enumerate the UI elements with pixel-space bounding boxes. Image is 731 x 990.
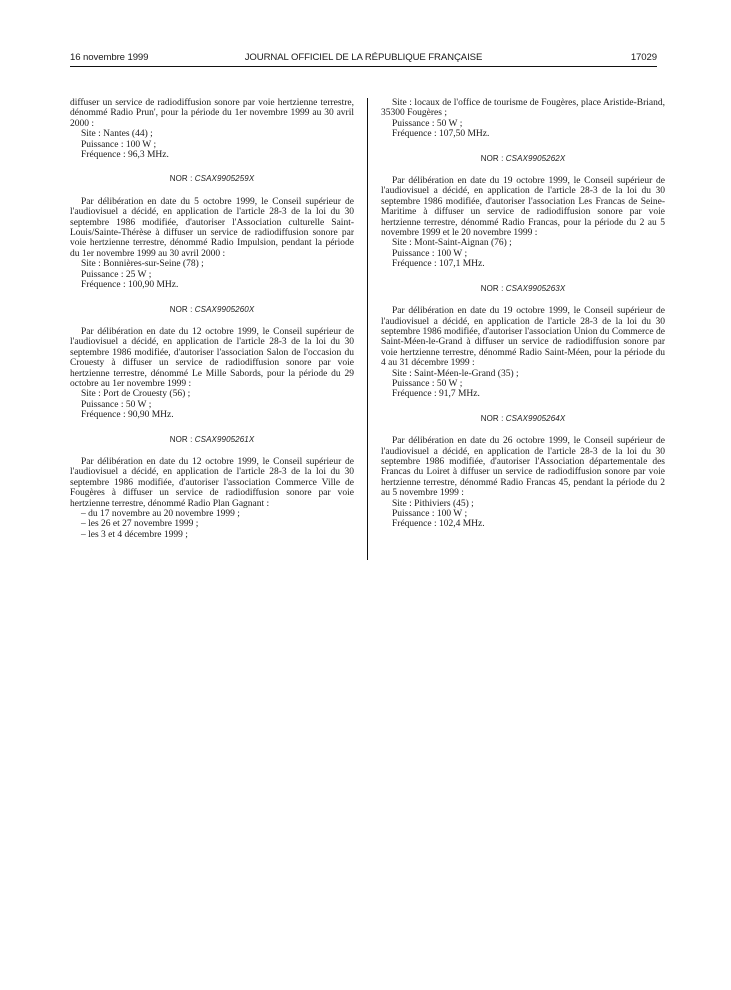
power-line: Puissance : 50 W ; bbox=[81, 399, 152, 410]
power-line: Puissance : 50 W ; bbox=[392, 118, 463, 129]
nor-reference bbox=[70, 174, 354, 184]
nor-code: CSAX9905262X bbox=[505, 153, 566, 163]
period-item: – les 26 et 27 novembre 1999 ; bbox=[81, 519, 199, 530]
frequency-line: Fréquence : 102,4 MHz. bbox=[392, 519, 485, 530]
site-line: Site : Saint-Méen-le-Grand (35) ; bbox=[392, 368, 519, 379]
nor-reference bbox=[70, 435, 354, 445]
column-divider bbox=[367, 98, 368, 560]
nor-code: CSAX9905263X bbox=[505, 283, 566, 293]
decision-paragraph: Par délibération en date du 26 octobre 1999, le Conseil supérieur de l'audiovisuel a décidé, en application de l'article 28-3 de la loi du 30 septembre 1986 modifiée, d'autoriser l'Association départementale des Francas du Loiret à diffuser un service de radiodiffusion sonore par voie hertzienne terrestre, dénommé Radio Francas 45, pendant la période du 2 au 5 novembre 1999 : bbox=[381, 436, 665, 499]
decision-paragraph: Par délibération en date du 5 octobre 1999, le Conseil supérieur de l'audiovisuel a décidé, en application de l'article 28-3 de la loi du 30 septembre 1986 modifiée, d'autoriser l'Association culturelle Saint-Louis/Sainte-Thérèse à diffuser un service de radiodiffusion sonore par voie hertzienne terrestre, dénommé Radio Impulsion, pendant la période du 1er novembre 1999 au 30 avril 2000 : bbox=[70, 196, 354, 259]
decision-paragraph: Par délibération en date du 19 octobre 1999, le Conseil supérieur de l'audiovisuel a décidé, en application de l'article 28-3 de la loi du 30 septembre 1986 modifiée, d'autoriser l'association Les Francas de Seine-Maritime à diffuser un service de radiodiffusion sonore par voie hertzienne terrestre, dénommé Radio Francas, pour la période du 2 au 5 novembre 1999 et le 20 novembre 1999 : bbox=[381, 176, 665, 239]
nor-label: NOR : bbox=[169, 174, 193, 184]
nor-label: NOR : bbox=[480, 413, 504, 423]
nor-reference bbox=[381, 414, 665, 424]
nor-reference bbox=[381, 284, 665, 294]
site-line: Site : locaux de l'office de tourisme de Fougères, place Aristide-Briand, 35300 Fougères ; bbox=[381, 98, 665, 119]
power-line: Puissance : 100 W ; bbox=[81, 139, 157, 150]
nor-reference bbox=[381, 154, 665, 164]
power-line: Puissance : 100 W ; bbox=[392, 248, 468, 259]
decision-paragraph: Par délibération en date du 12 octobre 1999, le Conseil supérieur de l'audiovisuel a décidé, en application de l'article 28-3 de la loi du 30 septembre 1986 modifiée, d'autoriser l'association Commerce Ville de Fougères à diffuser un service de radiodiffusion sonore par voie hertzienne terrestre, dénommé Radio Plan Gagnant : bbox=[70, 456, 354, 509]
frequency-line: Fréquence : 90,90 MHz. bbox=[81, 410, 174, 421]
power-line: Puissance : 25 W ; bbox=[81, 269, 152, 280]
decision-paragraph: Par délibération en date du 12 octobre 1999, le Conseil supérieur de l'audiovisuel a décidé, en application de l'article 28-3 de la loi du 30 septembre 1986 modifiée, d'autoriser l'association Salon de l'occasion du Crouesty à diffuser un service de radiodiffusion sonore par voie hertzienne terrestre, dénommé Le Mille Sabords, pour la période du 29 octobre au 1er novembre 1999 : bbox=[70, 326, 354, 389]
power-line: Puissance : 100 W ; bbox=[392, 509, 468, 519]
site-line: Site : Nantes (44) ; bbox=[81, 129, 153, 140]
header-rule bbox=[70, 66, 657, 67]
frequency-line: Fréquence : 100,90 MHz. bbox=[81, 280, 179, 291]
intro-paragraph: diffuser un service de radiodiffusion sonore par voie hertzienne terrestre, dénommé Radio Prun', pour la période du 1er novembre 1999 au 30 avril 2000 : bbox=[70, 98, 354, 129]
nor-label: NOR : bbox=[169, 304, 193, 314]
nor-code: CSAX9905259X bbox=[194, 174, 255, 184]
site-line: Site : Pithiviers (45) ; bbox=[392, 498, 474, 509]
site-line: Site : Mont-Saint-Aignan (76) ; bbox=[392, 238, 512, 249]
site-line: Site : Bonnières-sur-Seine (78) ; bbox=[81, 259, 204, 270]
nor-label: NOR : bbox=[480, 283, 504, 293]
nor-code: CSAX9905260X bbox=[194, 304, 255, 314]
nor-code: CSAX9905261X bbox=[194, 434, 255, 444]
decision-paragraph: Par délibération en date du 19 octobre 1999, le Conseil supérieur de l'audiovisuel a décidé, en application de l'article 28-3 de la loi du 30 septembre 1986 modifiée, d'autoriser l'association Union du Commerce de Saint-Méen-le-Grand à diffuser un service de radiodiffusion sonore par voie hertzienne terrestre, dénommé Radio Saint-Méen, pour la période du 4 au 31 décembre 1999 : bbox=[381, 306, 665, 369]
nor-reference bbox=[70, 305, 354, 315]
page-number: 17029 bbox=[630, 52, 657, 63]
right-column bbox=[381, 98, 665, 530]
left-column bbox=[70, 98, 354, 540]
nor-label: NOR : bbox=[480, 153, 504, 163]
nor-label: NOR : bbox=[169, 434, 193, 444]
page-header bbox=[70, 52, 657, 66]
period-item: – les 3 et 4 décembre 1999 ; bbox=[81, 529, 188, 540]
nor-code: CSAX9905264X bbox=[505, 413, 566, 423]
header-date: 16 novembre 1999 bbox=[70, 52, 149, 63]
journal-title: JOURNAL OFFICIEL DE LA RÉPUBLIQUE FRANÇAISE bbox=[244, 52, 483, 63]
power-line: Puissance : 50 W ; bbox=[392, 378, 463, 389]
frequency-line: Fréquence : 91,7 MHz. bbox=[392, 389, 480, 400]
site-line: Site : Port de Crouesty (56) ; bbox=[81, 389, 191, 400]
frequency-line: Fréquence : 96,3 MHz. bbox=[81, 150, 169, 161]
frequency-line: Fréquence : 107,50 MHz. bbox=[392, 129, 490, 140]
frequency-line: Fréquence : 107,1 MHz. bbox=[392, 259, 485, 270]
period-item: – du 17 novembre au 20 novembre 1999 ; bbox=[81, 509, 240, 519]
